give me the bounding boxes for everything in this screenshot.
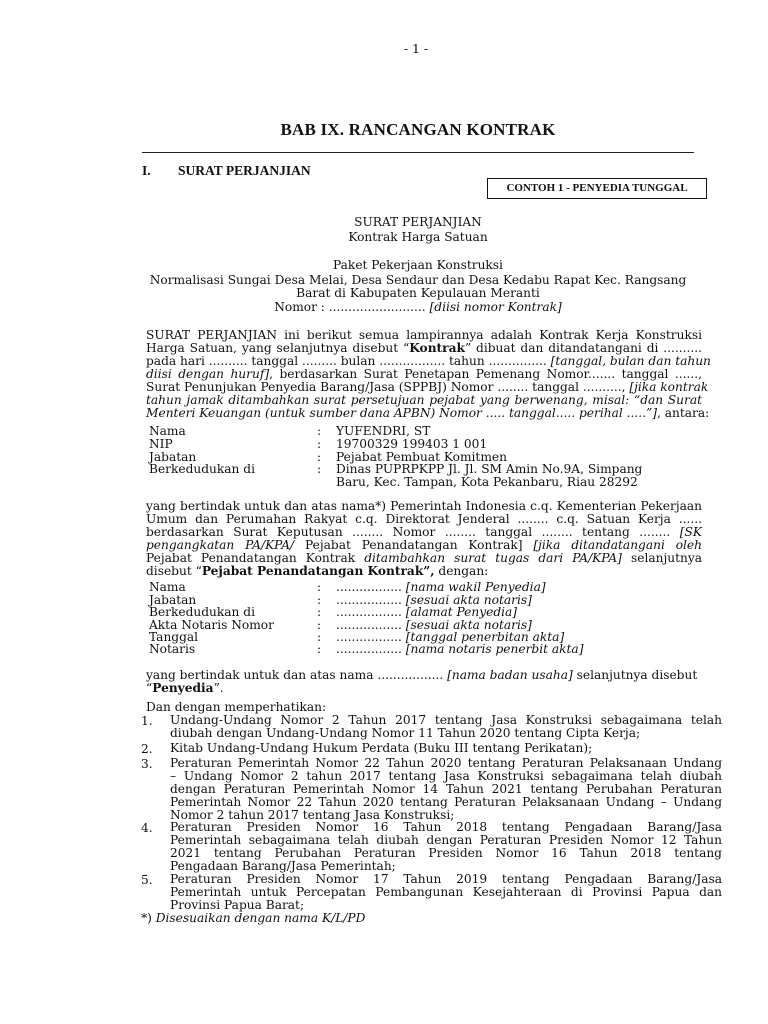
list-item: Peraturan Presiden Nomor 17 Tahun 2019 tentang Pengadaan Barang/Jasa Pemerintah untuk Percepatan Pembangunan Kesejahteraan di Provinsi Papua dan Provinsi Papua Barat; — [170, 872, 722, 912]
official-value: 19700329 199403 1 001 — [336, 437, 488, 451]
list-number: 5. — [141, 873, 153, 887]
list-item: Undang-Undang Nomor 2 Tahun 2017 tentang Jasa Konstruksi sebagaimana telah diubah dengan Undang-Undang Nomor 11 Tahun 2020 tentang Cipta Kerja; — [170, 713, 722, 740]
colon: : — [317, 618, 322, 632]
colon: : — [317, 462, 322, 476]
official-value: Dinas PUPRPKPP Jl. Jl. SM Amin No.9A, Simpang — [336, 462, 643, 476]
provider-designation: “Penyedia”. — [146, 681, 224, 695]
agreement-heading: SURAT PERJANJIAN — [354, 215, 482, 229]
list-number: 3. — [141, 757, 153, 771]
contract-type: Kontrak Harga Satuan — [348, 230, 488, 244]
project-name-line2: Barat di Kabupaten Kepulauan Meranti — [296, 286, 540, 300]
provider-value: ................. [nama notaris penerbit akta] — [336, 642, 584, 656]
provider-acting-line: yang bertindak untuk dan atas nama ................. [nama badan usaha] selanjutnya disebut — [146, 668, 698, 682]
section-number: I. — [142, 163, 151, 178]
colon: : — [317, 450, 322, 464]
list-number: 1. — [141, 714, 153, 728]
official-label: Berkedudukan di — [149, 462, 255, 476]
official-label: NIP — [149, 437, 173, 451]
provider-label: Akta Notaris Nomor — [149, 618, 274, 632]
example-label-box: CONTOH 1 - PENYEDIA TUNGGAL — [487, 178, 707, 199]
colon: : — [317, 605, 322, 619]
official-value: Pejabat Pembuat Komitmen — [336, 450, 507, 464]
contract-number-line: Nomor : ......................... [diisi nomor Kontrak] — [274, 300, 562, 314]
page-number: - 1 - — [403, 41, 429, 56]
colon: : — [317, 593, 322, 607]
project-name-line1: Normalisasi Sungai Desa Melai, Desa Sendaur dan Desa Kedabu Rapat Kec. Rangsang — [149, 273, 687, 287]
provider-value: ................. [nama wakil Penyedia] — [336, 580, 546, 594]
provider-value: ................. [sesuai akta notaris] — [336, 593, 532, 607]
provider-value: ................. [tanggal penerbitan akta] — [336, 630, 565, 644]
official-address-cont: Baru, Kec. Tampan, Kota Pekanbaru, Riau 28292 — [336, 475, 638, 489]
footnote: *) Disesuaikan dengan nama K/L/PD — [141, 911, 366, 925]
list-item: Peraturan Presiden Nomor 16 Tahun 2018 tentang Pengadaan Barang/Jasa Pemerintah sebagaimana telah diubah dengan Peraturan Presiden Nomor 12 Tahun 2021 tentang Perubahan Peraturan Presiden Nomor 16 Tahun 2018 tentang Pengadaan Barang/Jasa Pemerintah; — [170, 820, 722, 873]
provider-label: Berkedudukan di — [149, 605, 255, 619]
acting-paragraph: yang bertindak untuk dan atas nama*) Pemerintah Indonesia c.q. Kementerian Pekerjaan Umum dan Perumahan Rakyat c.q. Direktorat Jenderal ........ c.q. Satuan Kerja ...... berdasarkan Surat Keputusan ........ Nomor ........ tanggal ........ tentang ........ [SK pengangkatan PA/KPA/ Pejabat Penandatangan Kontrak] [jika ditandatangani oleh Pejabat Penandatangan Kontrak ditambahkan surat tugas dari PA/KPA] selanjutnya disebut “Pejabat Penandatangan Kontrak”, dengan: — [146, 499, 702, 578]
list-number: 2. — [141, 742, 153, 756]
colon: : — [317, 437, 322, 451]
official-label: Jabatan — [149, 450, 197, 464]
intro-paragraph: SURAT PERJANJIAN ini berikut semua lampirannya adalah Kontrak Kerja Konstruksi Harga Satuan, yang selanjutnya disebut “Kontrak” dibuat dan ditandatangani di .......... pada hari .......... tanggal ......... bulan ................. tahun ............... [tanggal, bulan dan tahun diisi dengan huruf], berdasarkan Surat Penetapan Pemenang Nomor....... tanggal ......, Surat Penunjukan Penyedia Barang/Jasa (SPPBJ) Nomor ........ tanggal .........., [jika kontrak tahun jamak ditambahkan surat persetujuan pejabat yang berwenang, misal: “dan Surat Menteri Keuangan (untuk sumber dana APBN) Nomor ..... tanggal..... perihal .....”], antara: — [146, 328, 711, 420]
considering-heading: Dan dengan memperhatikan: — [146, 700, 327, 714]
colon: : — [317, 424, 322, 438]
official-value: YUFENDRI, ST — [336, 424, 431, 438]
package-label: Paket Pekerjaan Konstruksi — [333, 258, 503, 272]
list-item: Kitab Undang-Undang Hukum Perdata (Buku III tentang Perikatan); — [170, 741, 593, 755]
colon: : — [317, 580, 322, 594]
provider-label: Tanggal — [149, 630, 199, 644]
title-divider — [142, 152, 694, 153]
official-label: Nama — [149, 424, 186, 438]
section-title: SURAT PERJANJIAN — [178, 163, 311, 178]
colon: : — [317, 642, 322, 656]
list-item: Peraturan Pemerintah Nomor 22 Tahun 2020 tentang Peraturan Pelaksanaan Undang – Undang Nomor 2 tahun 2017 tentang Jasa Konstruksi sebagaimana telah diubah dengan Peraturan Pemerintah Nomor 14 Tahun 2021 tentang Perubahan Peraturan Pemerintah Nomor 22 Tahun 2020 tentang Peraturan Pelaksanaan Undang – Undang Nomor 2 tahun 2017 tentang Jasa Konstruksi; — [170, 756, 722, 822]
provider-value: ................. [alamat Penyedia] — [336, 605, 518, 619]
list-number: 4. — [141, 821, 153, 835]
chapter-title: BAB IX. RANCANGAN KONTRAK — [280, 120, 556, 139]
provider-label: Nama — [149, 580, 186, 594]
provider-label: Jabatan — [149, 593, 197, 607]
provider-value: ................. [sesuai akta notaris] — [336, 618, 532, 632]
colon: : — [317, 630, 322, 644]
provider-label: Notaris — [149, 642, 196, 656]
